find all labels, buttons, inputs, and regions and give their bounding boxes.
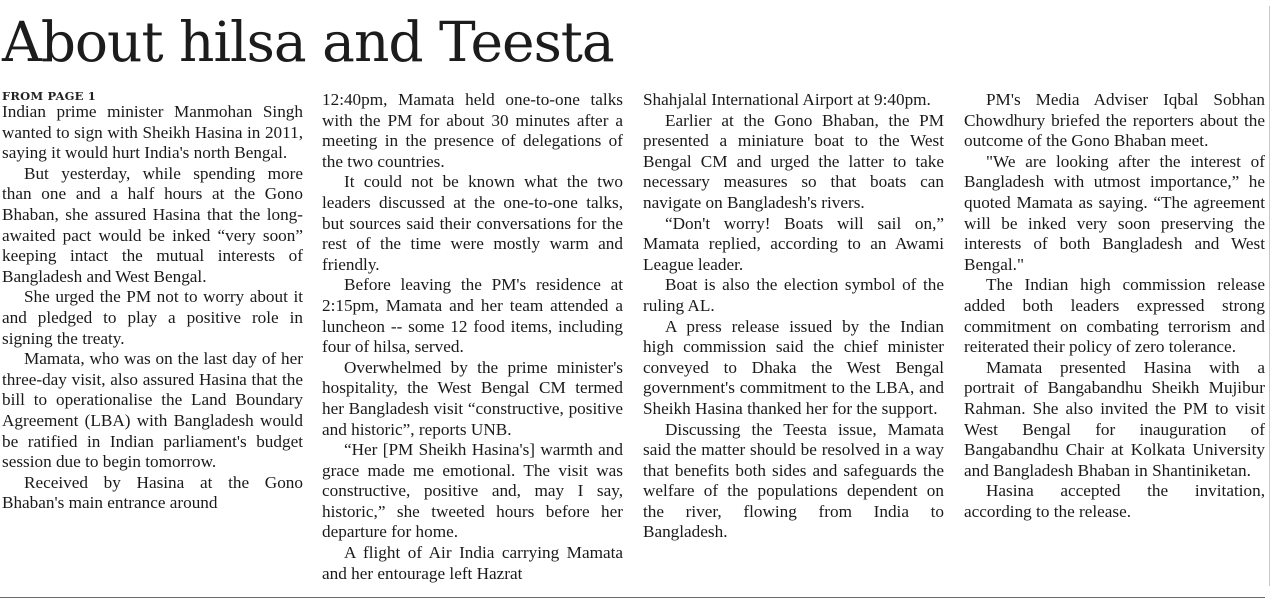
paragraph: "We are looking after the interest of Bangladesh with utmost importance,” he quoted Mamata as saying. “The agreement will be inked very soon preserving the interests of both Bangladesh and West Bengal."	[964, 151, 1265, 274]
paragraph: Received by Hasina at the Gono Bhaban's main entrance around	[2, 472, 303, 513]
paragraph: She urged the PM not to worry about it and pledged to play a positive role in signing the treaty.	[2, 287, 303, 348]
headline: About hilsa and Teesta	[2, 10, 614, 74]
paragraph: Before leaving the PM's residence at 2:15pm, Mamata and her team attended a luncheon -- some 12 food items, including four of hilsa, served.	[322, 275, 623, 357]
column-rule	[1269, 6, 1270, 586]
paragraph: A flight of Air India carrying Mamata and her entourage left Hazrat	[322, 543, 623, 583]
bottom-rule	[0, 597, 1265, 598]
paragraph: It could not be known what the two leaders discussed at the one-to-one talks, but sources said their conversations for the rest of the time were mostly warm and friendly.	[322, 172, 623, 274]
article-column-1	[2, 90, 303, 514]
paragraph: Shahjalal International Airport at 9:40pm.	[643, 90, 931, 109]
paragraph: But yesterday, while spending more than one and a half hours at the Gono Bhaban, she assured Hasina that the long-awaited pact would be inked “very soon” keeping intact the mutual interests of Bangladesh and West Bengal.	[2, 163, 303, 286]
paragraph: Mamata, who was on the last day of her three-day visit, also assured Hasina that the bill to operationalise the Land Boundary Agreement (LBA) with Bangladesh would be ratified in Indian parliament's budget session due to begin tomorrow.	[2, 349, 303, 472]
article-column-2	[322, 90, 623, 584]
paragraph: Overwhelmed by the prime minister's hospitality, the West Bengal CM termed her Bangladesh visit “constructive, positive and historic”, reports UNB.	[322, 357, 623, 439]
paragraph: “Don't worry! Boats will sail on,” Mamata replied, according to an Awami League leader.	[643, 213, 944, 274]
paragraph: 12:40pm, Mamata held one-to-one talks with the PM for about 30 minutes after a meeting in the presence of delegations of the two countries.	[322, 90, 623, 171]
paragraph: Mamata presented Hasina with a portrait of Bangabandhu Sheikh Mujibur Rahman. She also invited the PM to visit West Bengal for inauguration of Bangabandhu Chair at Kolkata University and Bangladesh Bhaban in Shantiniketan.	[964, 357, 1265, 480]
paragraph: PM's Media Adviser Iqbal Sobhan Chowdhury briefed the reporters about the outcome of the Gono Bhaban meet.	[964, 90, 1265, 151]
paragraph: Earlier at the Gono Bhaban, the PM presented a miniature boat to the West Bengal CM and urged the latter to take necessary measures so that boats can navigate on Bangladesh's rivers.	[643, 110, 944, 212]
paragraph: Boat is also the election symbol of the ruling AL.	[643, 275, 944, 315]
paragraph: Indian prime minister Manmohan Singh wanted to sign with Sheikh Hasina in 2011, saying it would hurt India's north Bengal.	[2, 102, 303, 163]
paragraph: Hasina accepted the invitation, according to the release.	[964, 481, 1265, 521]
jump-kicker: FROM PAGE 1	[2, 89, 96, 103]
paragraph: A press release issued by the Indian high commission said the chief minister conveyed to Dhaka the West Bengal government's commitment to the LBA, and Sheikh Hasina thanked her for the support.	[643, 316, 944, 418]
paragraph: Discussing the Teesta issue, Mamata said the matter should be resolved in a way that benefits both sides and safeguards the welfare of the populations dependent on the river, flowing from India to Bangladesh.	[643, 419, 944, 542]
paragraph: The Indian high commission release added both leaders expressed strong commitment on combating terrorism and reiterated their policy of zero tolerance.	[964, 275, 1265, 357]
article-column-3	[643, 90, 944, 543]
paragraph: “Her [PM Sheikh Hasina's] warmth and grace made me emotional. The visit was constructive, positive and, may I say, historic,” she tweeted hours before her departure for home.	[322, 440, 623, 542]
article-column-4	[964, 90, 1265, 522]
